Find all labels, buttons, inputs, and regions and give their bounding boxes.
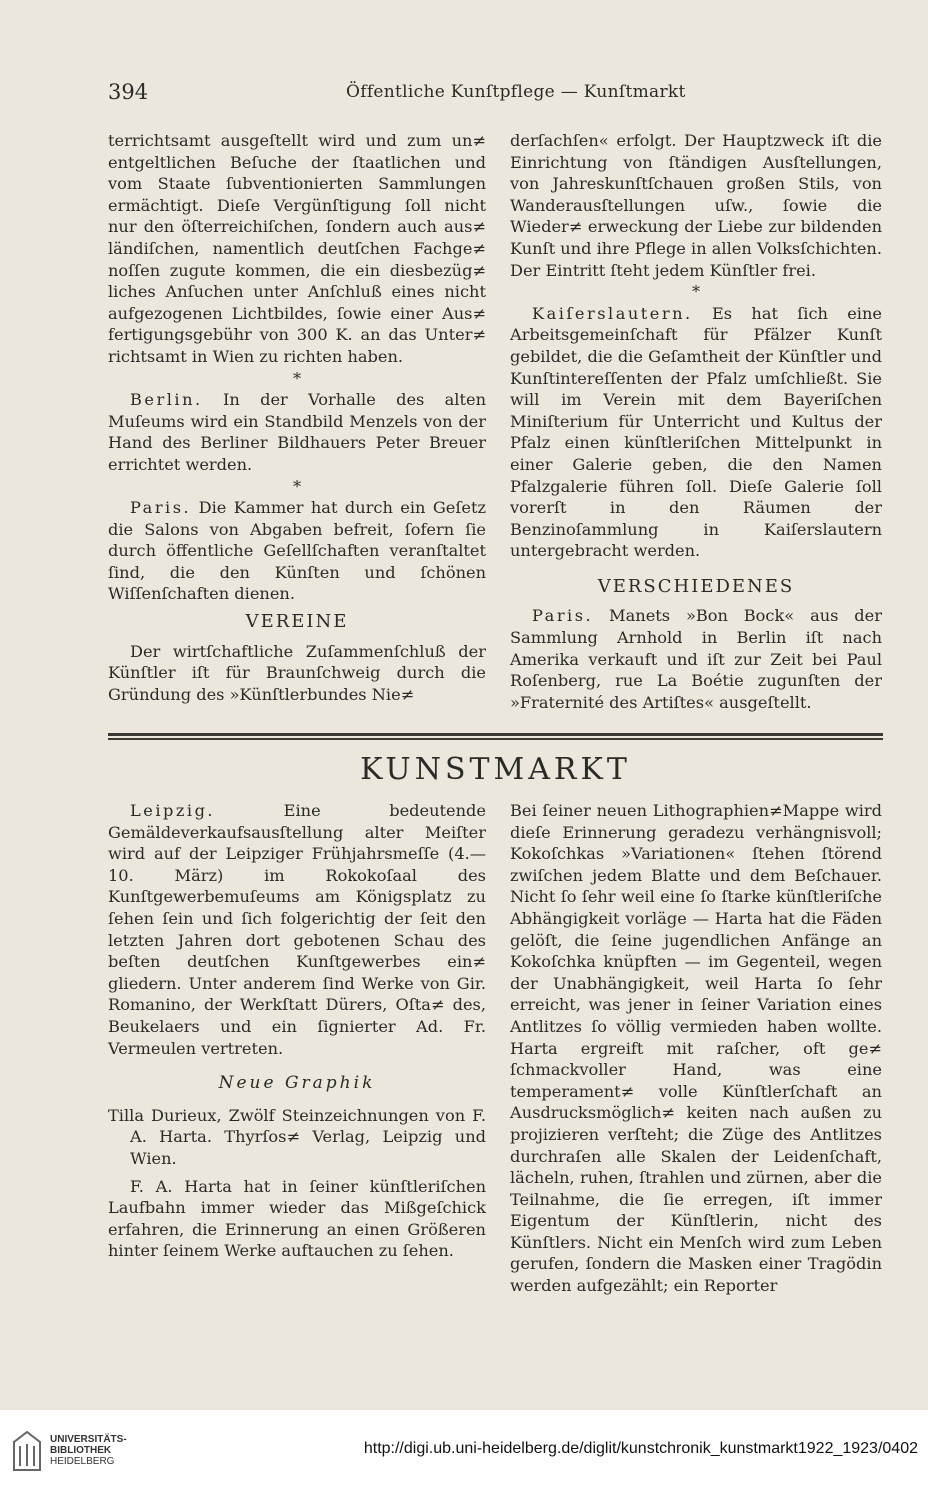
paragraph-harta-continued: Bei ſeiner neuen Lithographien≠Mappe wird dieſe Erinnerung geradezu verhängnisvoll; Kokoſchkas »Variationen« ſtehen ſtörend zwiſchen jedem Blatte und dem Beſchauer. Nicht ſo ſehr weil eine ſo ſtarke künſtleriſche Abhängigkeit vorläge — Harta hat die Fäden gelöſt, die ſeine jugendlichen Anfänge an Kokoſchka knüpften — im Gegenteil, wegen der Unabhängigkeit, weil Harta ſo ſehr erreicht, was jener in ſeiner Variation eines Antlitzes ſo völlig vermieden haben wollte. Harta ergreift mit raſcher, oft ge≠ ſchmackvoller Hand, was eine temperament≠ volle Künſtlerſchaft an Ausdrucksmöglich≠ keiten nach außen zu projizieren verſteht; die Züge des Antlitzes durchraſen alle Skalen der Leidenſchaft, lächeln, ruhen, ſtrahlen und zürnen, aber die Teilnahme, die ſie erregen, iſt immer Eigentum der Künſtlerin, nicht des Künſtlers. Nicht ein Menſch wird zum Leben gerufen, ſondern die Masken einer Tragödin werden aufgezählt; ein Reporter <box>510 801 882 1296</box>
running-title: Öffentliche Kunſtpflege — Kunſtmarkt <box>346 82 686 102</box>
place-name: Leipzig. <box>130 801 216 820</box>
paragraph-niedersachsen: derſachſen« erfolgt. Der Hauptzweck iſt die Einrichtung von ſtändigen Ausſtellungen, von Jahreskunſtſchauen großen Stils, von Wanderausſtellungen uſw., ſowie die Wieder≠ erweckung der Liebe zur bildenden Kunſt und ihre Pflege in allen Volksſchichten. Der Eintritt ſteht jedem Künſtler frei. <box>510 131 882 280</box>
place-name: Paris. <box>130 498 192 518</box>
section-star: * <box>691 282 701 302</box>
left-column-top <box>108 130 486 705</box>
paragraph-leipzig: Leipzig. Eine bedeutende Gemäldeverkaufsausſtellung alter Meiſter wird auf der Leipziger Frühjahrsmeſſe (4.—10. März) im Rokokoſaal des Kunſtgewerbemuſeums am Königsplatz zu ſehen ſein und ſich folgerichtig der ſeit den letzten Jahren dort gebotenen Schau des beſten deutſchen Kunſtgewerbes ein≠ gliedern. Unter anderem ſind Werke von Gir. Romanino, der Werkſtatt Dürers, Oſta≠ des, Beukelaers und ein ſignierter Ad. Fr. Vermeulen vertreten. <box>108 801 486 1058</box>
bibliographic-entry: Tilla Durieux, Zwölf Steinzeichnungen von F. A. Harta. Thyrſos≠ Verlag, Leipzig und Wien. <box>108 1105 486 1168</box>
paragraph-paris-manet: Paris. Manets »Bon Bock« aus der Sammlung Arnhold in Berlin iſt nach Amerika verkauft und iſt zur Zeit bei Paul Roſenberg, rue La Boétie zugunſten der »Fraternité des Artiſtes« ausgeſtellt. <box>510 606 882 712</box>
library-logo-icon <box>12 1430 42 1472</box>
heading-vereine: VEREINE <box>245 611 349 633</box>
right-column-bottom <box>510 800 882 1297</box>
page-number: 394 <box>108 80 149 104</box>
paragraph-wien: terrichtsamt ausgeſtellt wird und zum un≠ entgeltlichen Beſuche der ſtaatlichen und vom Staate ſubventionierten Sammlungen ermächtigt. Dieſe Vergünſtigung ſoll nicht nur den öſterreichiſchen, ſondern auch aus≠ ländiſchen, namentlich deutſchen Fachge≠ noſſen zugute kommen, die ein diesbezüg≠ liches Anſuchen unter Anſchluß eines nicht aufgezogenen Lichtbildes, ſowie einer Aus≠ fertigungsgebühr von 300 K. an das Unter≠ richtsamt in Wien zu richten haben. <box>108 131 486 366</box>
paragraph-berlin: Berlin. In der Vorhalle des alten Muſeums wird ein Standbild Menzels von der Hand des Berliner Bildhauers Peter Breuer errichtet werden. <box>108 390 486 474</box>
section-star: * <box>292 368 302 388</box>
heading-verschiedenes: VERSCHIEDENES <box>597 575 795 597</box>
place-name: Berlin. <box>130 390 203 410</box>
paragraph-harta: F. A. Harta hat in ſeiner künſtleriſchen Laufbahn immer wieder das Mißgeſchick erfahren, die Erinnerung an einen Größeren hinter ſeinem Werke auftauchen zu ſehen. <box>108 1176 486 1261</box>
page-header <box>108 80 883 110</box>
paragraph-paris: Paris. Die Kammer hat durch ein Geſetz die Salons von Abgaben befreit, ſofern ſie durch öffentliche Geſellſchaften veranſtaltet ſind, die den Künſten und ſchönen Wiſſenſchaften dienen. <box>108 498 486 604</box>
paragraph-kaiserslautern: Kaiſerslautern. Es hat ſich eine Arbeitsgemeinſchaft für Pfälzer Kunſt gebildet, die die Geſamtheit der Künſtler und Kunſtintereſſenten der Pfalz umſchließt. Sie will im Verein mit dem Bayeriſchen Miniſterium für Unterricht und Kultus der Pfalz einen künſtleriſchen Mittelpunkt in einer Galerie geben, die den Namen Pfalzgalerie führen ſoll. Dieſe Galerie ſoll vorerſt in den Räumen der Benzinoſammlung in Kaiſerslautern untergebracht werden. <box>510 303 882 561</box>
left-column-bottom <box>108 800 486 1262</box>
place-name: Kaiſerslautern. <box>532 303 693 323</box>
place-name: Paris. <box>532 606 594 626</box>
section-star: * <box>292 476 302 496</box>
footer-bar <box>0 1410 928 1485</box>
section-divider <box>108 733 883 736</box>
heading-kunstmarkt: KUNSTMARKT <box>360 752 631 787</box>
heading-neue-graphik: Neue Graphik <box>218 1073 376 1094</box>
source-url-link[interactable]: http://digi.ub.uni-heidelberg.de/diglit/kunstchronik_kunstmarkt1922_1923/0402 <box>363 1440 918 1457</box>
right-column-top <box>510 130 882 713</box>
library-name: UNIVERSITÄTS- BIBLIOTHEK HEIDELBERG <box>50 1434 127 1467</box>
section-divider <box>108 738 883 740</box>
paragraph-vereine: Der wirtſchaftliche Zuſammenſchluß der Künſtler iſt für Braunſchweig durch die Gründung des »Künſtlerbundes Nie≠ <box>108 641 486 704</box>
